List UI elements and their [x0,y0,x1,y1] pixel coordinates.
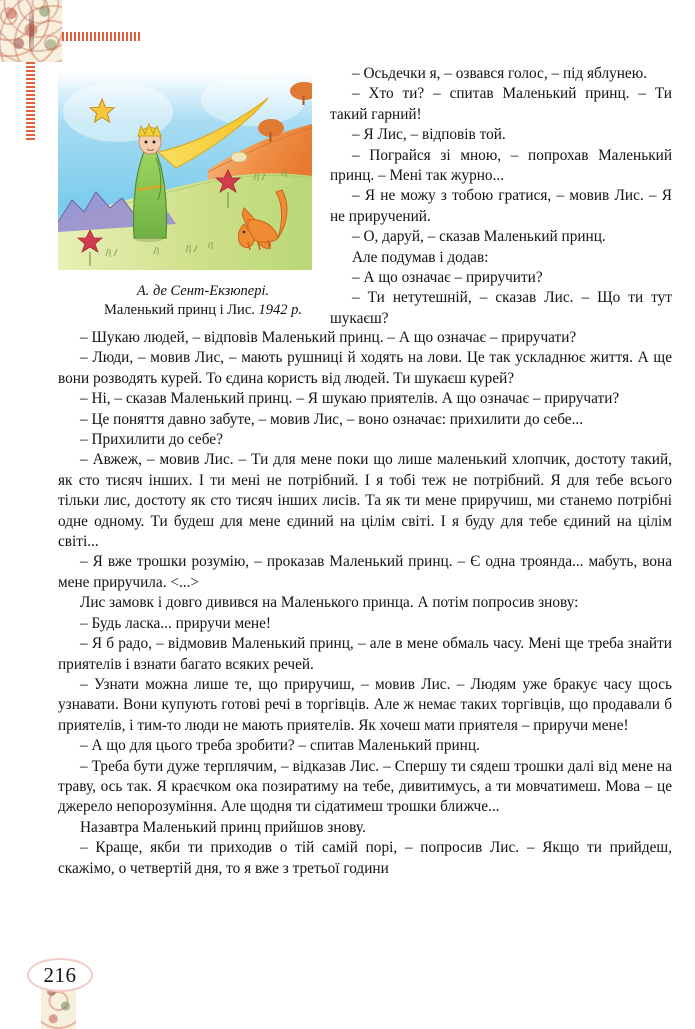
caption-year: 1942 р. [258,301,303,318]
paragraph: – Це поняття давно забуте, – мовив Лис, – воно означає: прихилити до себе... [80,410,584,428]
paragraph: – Я не можу з тобою гратися, – мовив Лис. – Я не приручений. [330,187,672,225]
paragraph: – Прихилити до себе? [80,431,223,449]
paragraph: – Я Лис, – відповів той. [352,126,506,144]
vertical-striped-rule [26,62,35,142]
paragraph: – Осьдечки я, – озвався голос, – під яблунею. [352,65,647,82]
paragraph: – Шукаю людей, – відповів Маленький принц. – А що означає – приручати? [80,329,577,346]
corner-ornament-top [0,0,62,62]
paragraph: Але подумав і додав: [352,248,489,266]
paragraph: – Люди, – мовив Лис, – мають рушниці й ходять на лови. Це так ускладнює життя. А ще вони розводять курей. То єдина користь від людей. Ти шукаєш курей? [58,349,672,387]
paragraph: – Я вже трошки розумію, – проказав Маленький принц. – Є одна троянда... мабуть, вона мене приручила. <...> [58,553,672,591]
paragraph: – Краще, якби ти приходив о тій самій порі, – попросив Лис. – Якщо ти прийдеш, скажімо, о четвертій дня, то я вже з третьої години [58,839,672,877]
caption-work-title: Маленький принц і Лис. [103,301,259,318]
paragraph: – Пограйся зі мною, – попрохав Маленький принц. – Мені так журно... [330,146,672,185]
paragraph: – Авжеж, – мовив Лис. – Ти для мене поки що лише маленький хлопчик, достоту такий, як сто тисяч інших. І ти мені не потрібний. І я тобі теж не потрібний. Я для тебе всього тільки лис, достоту як сто тисяч інших лисів. Та як ти мене приручиш, ми станемо потрібні одне одному. Ти будеш для мене єдиний на цілім світі. І я буду для тебе єдиний на цілім світі... [58,451,672,551]
paragraph: – Ти нетутешній, – сказав Лис. – Що ти тут шукаєш? [330,289,672,327]
figure-caption [58,282,348,320]
paragraph: Назавтра Маленький принц прийшов знову. [80,818,366,836]
horizontal-striped-rule [62,32,140,41]
ornament-stem [29,5,34,57]
paragraph: Лис замовк і довго дивився на Маленького принца. А потім попросив знову: [80,594,579,612]
text-column-full [58,328,672,879]
page-number: 216 [27,958,93,992]
paragraph: – Треба бути дуже терплячим, – відказав Лис. – Спершу ти сядеш трошки далі від мене на траву, ось так. Я краєчком ока позиратиму на тебе, дивитимусь, а ти мовчатимеш. Мова – це джерело непорозуміння. Але щодня ти сідатимеш трошки ближче... [58,757,672,816]
paragraph: – Будь ласка... приручи мене! [80,614,272,632]
paragraph: – Узнати можна лише те, що приручиш, – мовив Лис. – Людям уже бракує часу щось узнавати. Вони купують готові речі в торгівців. Але ж немає таких торгівців, що продавали б приятелів, і тим-то люди не мають приятелів. Як хочеш мати приятеля – приручи мене! [58,675,672,734]
paragraph: – Я б радо, – відмовив Маленький принц, – але в мене обмаль часу. Мені ще треба знайти приятелів і взнати багато всяких речей. [58,635,672,673]
paragraph: – О, даруй, – сказав Маленький принц. [352,228,606,246]
paragraph: – Ні, – сказав Маленький принц. – Я шукаю приятелів. А що означає – приручати? [80,390,620,408]
caption-work [58,301,348,320]
paragraph: – Хто ти? – спитав Маленький принц. – Ти такий гарний! [330,85,672,123]
paragraph: – А що означає – приручити? [352,269,543,287]
text-column-right [330,64,672,329]
paragraph: – А що для цього треба зробити? – спитав Маленький принц. [80,737,480,755]
caption-author: А. де Сент-Екзюпері. [136,283,270,299]
illustration-little-prince-and-fox [58,72,312,270]
